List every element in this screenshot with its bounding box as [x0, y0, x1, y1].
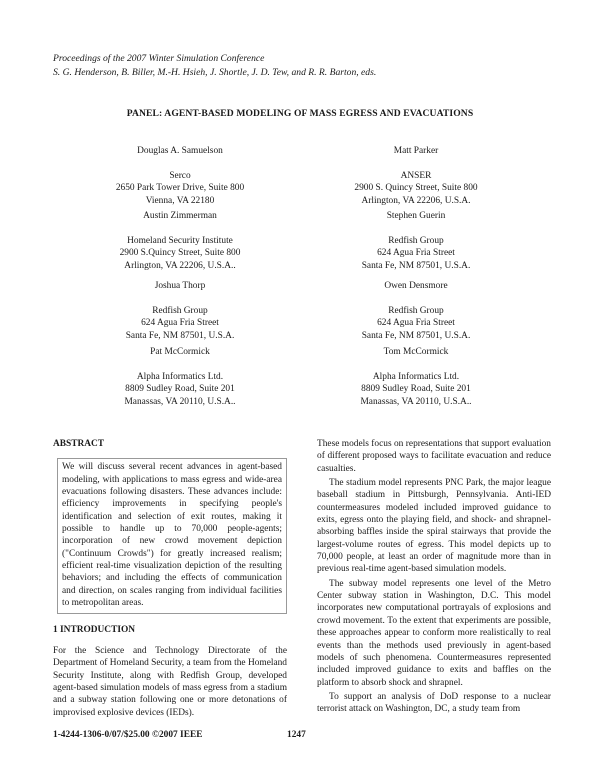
author-block	[296, 145, 536, 207]
author-name: Pat McCormick	[150, 347, 210, 357]
proceedings-line-1: Proceedings of the 2007 Winter Simulation Conference	[53, 53, 265, 64]
author-name: Tom McCormick	[383, 347, 449, 357]
left-column	[53, 438, 287, 721]
affiliation-line: Alpha Informatics Ltd.	[372, 371, 460, 382]
affiliation-line: Santa Fe, NM 87501, U.S.A.	[361, 260, 471, 271]
paper-title: PANEL: AGENT-BASED MODELING OF MASS EGRESS AND EVACUATIONS	[126, 108, 474, 119]
affiliation-line: 624 Agua Fria Street	[141, 318, 219, 329]
footer-isbn: 1-4244-1306-0/07/$25.00 ©2007 IEEE	[53, 730, 203, 740]
affiliation-line: 624 Agua Fria Street	[377, 318, 455, 329]
page-number: 1247	[287, 730, 306, 740]
author-name: Matt Parker	[393, 146, 439, 156]
affiliation-line: Vienna, VA 22180	[145, 195, 215, 206]
author-block	[60, 280, 300, 342]
affiliation-line: Homeland Security Institute	[127, 235, 233, 246]
abstract-box	[57, 458, 287, 614]
affiliation-line: Manassas, VA 20110, U.S.A..	[360, 396, 472, 407]
affiliation-line: 2650 Park Tower Drive, Suite 800	[115, 183, 245, 194]
affiliation-line: 8809 Sudley Road, Suite 201	[125, 384, 235, 395]
affiliation-line: Alpha Informatics Ltd.	[136, 371, 224, 382]
affiliation-line: Redfish Group	[152, 305, 208, 316]
author-block	[296, 210, 536, 272]
affiliation-line: 624 Agua Fria Street	[377, 248, 455, 259]
body-paragraph: The subway model represents one level of the Metro Center subway station in Washington, D.C. This model incorporates new computational portrayals of explosions and crowd movement. To the extent that experiments are possible, these approaches appear to conform more realistically to real events than the methods used previously in agent-based models of such phenomena. Countermeasures represented included improved guidance to exits and baffles on the platform to absorb shock and shrapnel.	[317, 578, 551, 688]
body-paragraph: These models focus on representations that support evaluation of different proposed ways to facilitate evacuation and reduce casualties.	[317, 439, 551, 474]
affiliation-line: Santa Fe, NM 87501, U.S.A.	[361, 330, 471, 341]
affiliation-line: 8809 Sudley Road, Suite 201	[361, 384, 471, 395]
affiliation-line: Arlington, VA 22206, U.S.A..	[124, 260, 236, 271]
affiliation-line: Redfish Group	[388, 235, 444, 246]
author-name: Stephen Guerin	[386, 211, 446, 221]
affiliation-line: Santa Fe, NM 87501, U.S.A.	[125, 330, 235, 341]
affiliation-line: ANSER	[400, 170, 432, 181]
introduction-text: For the Science and Technology Directorate of the Department of Homeland Security, a team from the Homeland Security Institute, along with Redfish Group, developed agent-based simulation models of mass egress from a stadium and a subway station following one or more detonations of improvised explosive devices (IEDs).	[53, 645, 287, 718]
author-block	[296, 280, 536, 342]
author-block	[296, 346, 536, 408]
affiliation-line: 2900 S. Quincy Street, Suite 800	[354, 183, 478, 194]
body-paragraph: To support an analysis of DoD response to a nuclear terrorist attack on Washington, DC, a study team from	[317, 691, 551, 715]
proceedings-header	[53, 52, 376, 80]
right-column	[317, 438, 551, 718]
author-name: Austin Zimmerman	[143, 211, 217, 221]
introduction-heading: 1 INTRODUCTION	[53, 625, 136, 636]
affiliation-line: Redfish Group	[388, 305, 444, 316]
author-block	[60, 346, 300, 408]
affiliation-line: Serco	[169, 170, 191, 181]
body-paragraph: The stadium model represents PNC Park, the major league baseball stadium in Pittsburgh, Pennsylvania. Anti-IED countermeasures modeled included improved guidance to exits, egress onto the playing field, and shock- and shrapnel-absorbing baffles inside the spiral stairways that provide the largest-volume routes of egress. This model depicts up to 70,000 people, at least an order of magnitude more than in previous real-time agent-based simulation models.	[317, 478, 551, 575]
affiliation-line: Manassas, VA 20110, U.S.A..	[124, 396, 236, 407]
affiliation-line: Arlington, VA 22206, U.S.A.	[361, 195, 471, 206]
author-block	[60, 145, 300, 207]
proceedings-line-2: S. G. Henderson, B. Biller, M.-H. Hsieh, J. Shortle, J. D. Tew, and R. R. Barton, eds.	[53, 67, 377, 78]
abstract-text: We will discuss several recent advances in agent-based modeling, with applications to mass egress and wide-area evacuations following disasters. These advances include: efficiency improvements in specifying people's identification and selection of exit routes, making it possible to handle up to 70,000 people-agents; incorporation of new crowd movement depiction ("Continuum Crowds") for greatly increased realism; efficient real-time visualization depiction of the resulting behaviors; and including the effects of communication and direction, on scales ranging from individual facilities to metropolitan areas.	[62, 462, 282, 609]
author-name: Douglas A. Samuelson	[137, 146, 223, 156]
author-name: Owen Densmore	[384, 281, 448, 291]
author-name: Joshua Thorp	[154, 281, 206, 291]
abstract-heading: ABSTRACT	[53, 439, 105, 449]
affiliation-line: 2900 S.Quincy Street, Suite 800	[119, 248, 241, 259]
author-block	[60, 210, 300, 272]
